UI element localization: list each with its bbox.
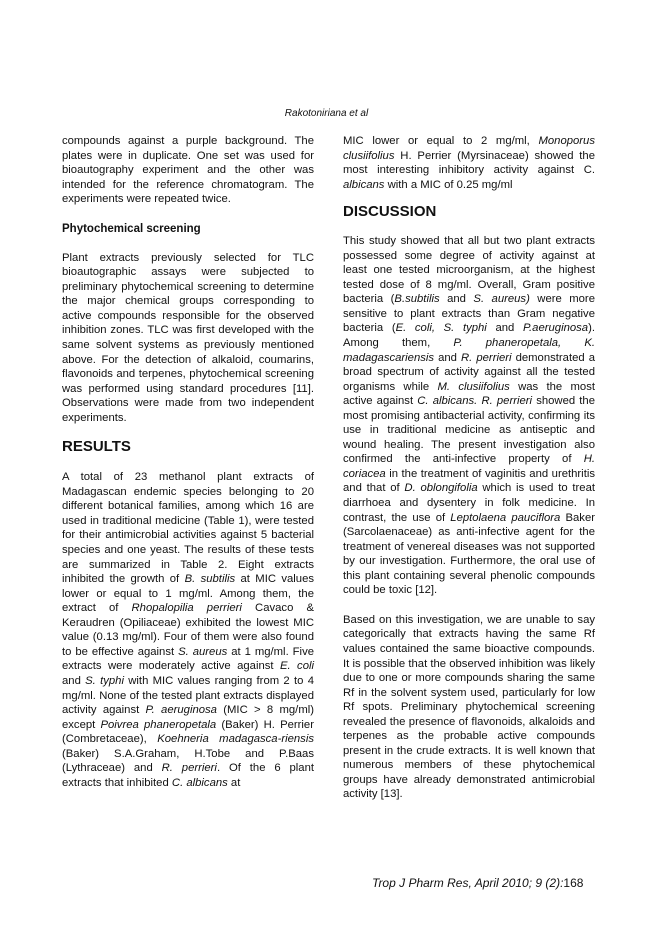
intro-paragraph: compounds against a purple background. The plates were in duplicate. One set was used for bioautography experiment and the other was intended for the reference chromatogram. The experiments were repeated twice. xyxy=(62,135,314,206)
phytochemical-paragraph: Plant extracts previously selected for TLC bioautographic assays were subjected to preliminary phytochemical screening to determine the major chemical groups corresponding to active compounds responsible for the observed inhibition zones. TLC was first developed with the same solvent systems as previously mentioned above. For the detection of alkaloid, coumarins, flavonoids and terpenes, phytochemical screening was performed using standard procedures [11]. Observations were made from two independent experiments. xyxy=(62,251,314,424)
discussion-paragraph: This study showed that all but two plant extracts possessed some degree of activity against at least one tested microorganism, at the highest tested dose of 8 mg/ml. Overall, Gram positive bacteria (B.subtilis and S. aureus) were more sensitive to plant extracts than Gram negative bacteria (E. coli, S. typhi and P.aeruginosa). Among them, P. phaneropetala, K. madagascariensis and R. perrieri demonstrated a broad spectrum of activity against all the tested organisms while M. clusiifolius was the most active against C. albicans. R. perrieri showed the most promising antibacterial activity, confirming its use in traditional medicine as antiseptic and wound healing. The present investigation also confirmed the anti-infective property of H. coriacea in the treatment of vaginitis and urethritis and that of D. oblongifolia which is used to treat diarrhoea and dysentery in folk medicine. In contrast, the use of Leptolaena pauciflora Baker (Sarcolaenaceae) as anti-infective agent for the treatment of venereal diseases was not supported by our investigation. Furthermore, the oral use of this plant containing several phenolic compounds could be toxic [12]. xyxy=(343,235,595,597)
journal-citation: Trop J Pharm Res, April 2010; 9 (2): xyxy=(372,876,564,890)
left-column xyxy=(62,134,314,790)
results-heading: RESULTS xyxy=(62,438,131,456)
results-paragraph: A total of 23 methanol plant extracts of Madagascan endemic species belonging to 20 different botanical families, among which 16 are used in traditional medicine (Table 1), were tested for their antimicrobial activities against 5 bacterial species and one yeast. The results of these tests are summarized in Table 2. Eight extracts inhibited the growth of B. subtilis at MIC values lower or equal to 1 mg/ml. Among them, the extract of Rhopalopilia perrieri Cavaco & Keraudren (Opiliaceae) exhibited the lowest MIC value (0.13 mg/ml). Four of them were also found to be effective against S. aureus at 1 mg/ml. Five extracts were moderately active against E. coli and S. typhi with MIC values ranging from 2 to 4 mg/ml. None of the tested plant extracts displayed activity against P. aeruginosa (MIC > 8 mg/ml) except Poivrea phaneropetala (Baker) H. Perrier (Combretaceae), Koehneria madagasca-riensis (Baker) S.A.Graham, H.Tobe and P.Baas (Lythraceae) and R. perrieri. Of the 6 plant extracts that inhibited C. albicans at xyxy=(62,471,315,789)
running-header: Rakotoniriana et al xyxy=(284,108,369,119)
right-column xyxy=(343,134,595,802)
phytochemical-heading: Phytochemical screening xyxy=(62,222,201,235)
page-footer xyxy=(372,876,583,890)
results-continuation: MIC lower or equal to 2 mg/ml, Monoporus clusiifolius H. Perrier (Myrsinaceae) showed the most interesting inhibitory activity against C. albicans with a MIC of 0.25 mg/ml xyxy=(343,135,595,191)
discussion-heading: DISCUSSION xyxy=(343,203,437,221)
based-paragraph: Based on this investigation, we are unable to say categorically that extracts having the same Rf values contained the same bioactive compounds. It is possible that the observed inhibition was likely due to one or more compounds sharing the same Rf in the solvent system used, particularly for low Rf spots. Preliminary phytochemical screening revealed the presence of flavonoids, alkaloids and terpenes as the probable active compounds present in the crude extracts. It is well known that numerous members of these phytochemical groups have already demonstrated antimicrobial activity [13]. xyxy=(343,613,595,801)
page-number: 168 xyxy=(563,876,584,890)
